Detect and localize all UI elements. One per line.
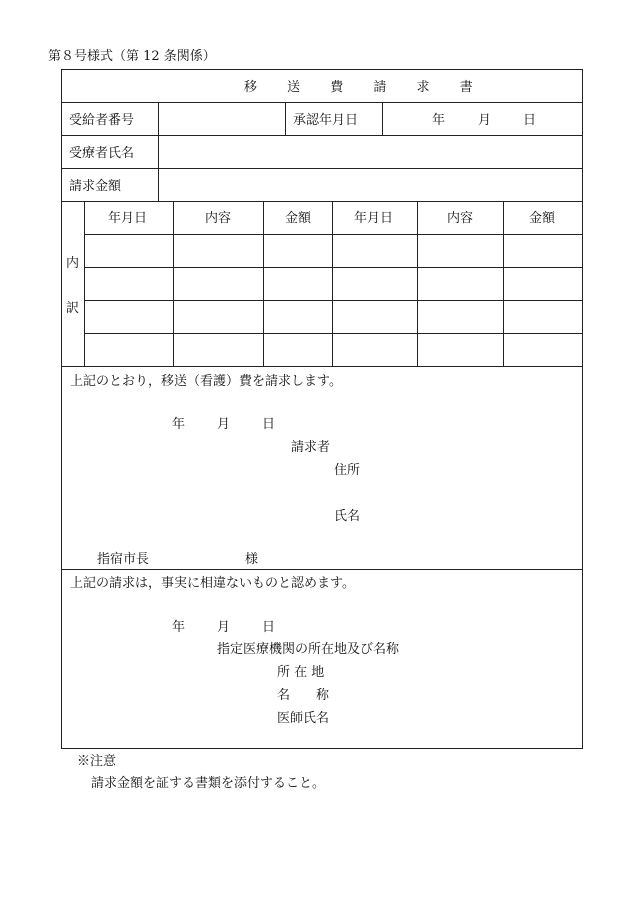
patient-name-label: 受療者氏名 — [69, 146, 135, 161]
approval-date-year: 年 — [432, 113, 446, 128]
claimant-label: 請求者 — [291, 440, 331, 455]
breakdown-col-header-amount-2: 金額 — [529, 211, 556, 226]
notice-heading: ※注意 — [77, 754, 117, 769]
breakdown-col-header-content-2: 内容 — [447, 211, 474, 226]
addressee-honorific: 様 — [245, 552, 259, 567]
request-date-year: 年 — [172, 417, 186, 432]
notice-body: 請求金額を証する書類を添付すること。 — [91, 776, 326, 791]
request-date-day: 日 — [262, 417, 276, 432]
form-title: 移 送 費 請 求 書 — [244, 80, 486, 95]
divider-label-col — [158, 102, 159, 201]
divider-approval-left — [285, 102, 286, 135]
divider-breakdown-r1 — [84, 267, 583, 268]
addressee-label: 指宿市長 — [97, 552, 150, 567]
breakdown-side-label-1: 内 — [66, 256, 80, 271]
doctor-name-label: 医師氏名 — [277, 711, 330, 726]
divider-certification — [62, 569, 583, 570]
claimant-name-label: 氏名 — [334, 509, 361, 524]
certification-date-month: 月 — [217, 620, 231, 635]
divider-approval-right — [382, 102, 383, 135]
divider-title — [62, 102, 583, 103]
approval-date-label: 承認年月日 — [293, 113, 359, 128]
approval-date-month: 月 — [478, 113, 492, 128]
divider-breakdown-r2 — [84, 300, 583, 301]
breakdown-col-header-date-1: 年月日 — [108, 211, 148, 226]
divider-breakdown-r3 — [84, 333, 583, 334]
claimant-address-label: 住所 — [334, 463, 361, 478]
certification-date-day: 日 — [262, 620, 276, 635]
divider-breakdown-side — [84, 201, 85, 366]
divider-col4 — [417, 201, 418, 366]
breakdown-col-header-date-2: 年月日 — [354, 211, 394, 226]
divider-col1 — [173, 201, 174, 366]
divider-col2 — [263, 201, 264, 366]
recipient-number-label: 受給者番号 — [69, 113, 135, 128]
institution-location-label: 所 在 地 — [277, 665, 325, 680]
divider-col3 — [332, 201, 333, 366]
certification-date-year: 年 — [172, 620, 186, 635]
request-statement: 上記のとおり，移送（看護）費を請求します。 — [70, 374, 342, 389]
breakdown-side-label-2: 訳 — [66, 301, 80, 316]
divider-row3 — [62, 201, 583, 202]
divider-breakdown-end — [62, 366, 583, 367]
breakdown-col-header-amount-1: 金額 — [285, 211, 312, 226]
approval-date-day: 日 — [523, 113, 537, 128]
institution-heading: 指定医療機関の所在地及び名称 — [217, 642, 400, 657]
divider-breakdown-header — [84, 234, 583, 235]
claim-amount-label: 請求金額 — [69, 179, 122, 194]
transport-cost-request-form — [61, 69, 583, 749]
breakdown-col-header-content-1: 内容 — [205, 211, 232, 226]
divider-row2 — [62, 168, 583, 169]
certification-statement: 上記の請求は，事実に相違ないものと認めます。 — [70, 576, 355, 591]
divider-col5 — [503, 201, 504, 366]
request-date-month: 月 — [217, 417, 231, 432]
institution-name-label: 名 称 — [277, 688, 330, 703]
form-number-label: 第８号様式（第 12 条関係） — [48, 49, 216, 64]
divider-row1 — [62, 135, 583, 136]
